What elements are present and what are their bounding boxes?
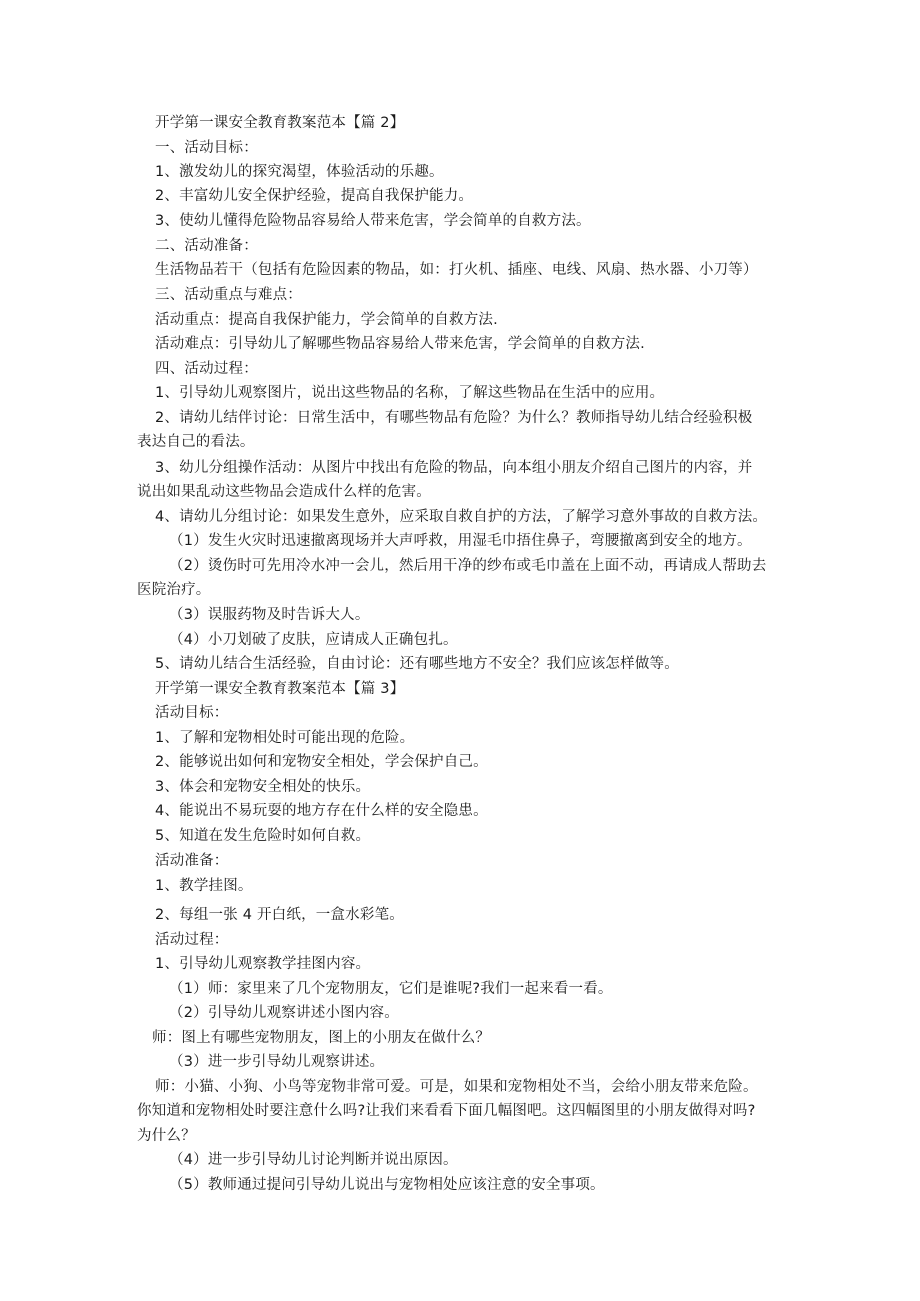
section-title-3: 开学第一课安全教育教案范本【篇 3】 <box>155 681 405 697</box>
teacher-remark-cont: 你知道和宠物相处时要注意什么吗?让我们来看看下面几幅图吧。这四幅图里的小朋友做得对吗? <box>137 1103 756 1119</box>
process3-item-1: 1、引导幼儿观察教学挂图内容。 <box>155 956 371 972</box>
process3-sub-4: （4）进一步引导幼儿讨论判断并说出原因。 <box>169 1152 458 1168</box>
heading-preparation-3: 活动准备： <box>155 853 229 869</box>
process-item-1: 1、引导幼儿观察图片，说出这些物品的名称，了解这些物品在生活中的应用。 <box>155 385 665 401</box>
goal3-item-2: 2、能够说出如何和宠物安全相处，学会保护自己。 <box>155 754 488 770</box>
process-item-2-cont: 表达自己的看法。 <box>137 434 255 450</box>
preparation-text: 生活物品若干（包括有危险因素的物品，如：打火机、插座、电线、风扇、热水器、小刀等） <box>155 262 758 278</box>
heading-process-3: 活动过程： <box>155 932 229 948</box>
process-item-3: 3、幼儿分组操作活动：从图片中找出有危险的物品，向本组小朋友介绍自己图片的内容，并 <box>155 460 753 476</box>
goal3-item-3: 3、体会和宠物安全相处的快乐。 <box>155 779 371 795</box>
heading-key-points: 三、活动重点与难点： <box>155 287 302 303</box>
goal-item-1: 1、激发幼儿的探究渴望，体验活动的乐趣。 <box>155 164 444 180</box>
process3-sub-2: （2）引导幼儿观察讲述小图内容。 <box>169 1005 399 1021</box>
goal3-item-4: 4、能说出不易玩耍的地方存在什么样的安全隐患。 <box>155 803 488 819</box>
process3-sub-3: （3）进一步引导幼儿观察讲述。 <box>169 1054 385 1070</box>
section-title-2: 开学第一课安全教育教案范本【篇 2】 <box>155 115 405 131</box>
sub-item-4: （4）小刀划破了皮肤，应请成人正确包扎。 <box>169 632 458 648</box>
teacher-remark: 师：小猫、小狗、小鸟等宠物非常可爱。可是，如果和宠物相处不当，会给小朋友带来危险。 <box>155 1079 758 1095</box>
key-point-text: 活动重点：提高自我保护能力，学会简单的自救方法. <box>155 312 498 328</box>
goal-item-3: 3、使幼儿懂得危险物品容易给人带来危害，学会简单的自救方法。 <box>155 213 591 229</box>
process-item-4: 4、请幼儿分组讨论：如果发生意外，应采取自救自护的方法，了解学习意外事故的自救方法。 <box>155 509 768 525</box>
teacher-question: 师：图上有哪些宠物朋友，图上的小朋友在做什么？ <box>152 1030 491 1046</box>
heading-goals: 一、活动目标： <box>155 140 258 156</box>
heading-process: 四、活动过程： <box>155 361 258 377</box>
goal3-item-1: 1、了解和宠物相处时可能出现的危险。 <box>155 730 415 746</box>
difficulty-text: 活动难点：引导幼儿了解哪些物品容易给人带来危害，学会简单的自救方法. <box>155 336 645 352</box>
process3-sub-1: （1）师：家里来了几个宠物朋友，它们是谁呢?我们一起来看一看。 <box>169 981 613 997</box>
sub-item-1: （1）发生火灾时迅速撤离现场并大声呼救，用湿毛巾捂住鼻子，弯腰撤离到安全的地方。 <box>169 533 752 549</box>
goal3-item-5: 5、知道在发生危险时如何自救。 <box>155 828 371 844</box>
process-item-5: 5、请幼儿结合生活经验，自由讨论：还有哪些地方不安全？我们应该怎样做等。 <box>155 656 679 672</box>
prep3-item-2: 2、每组一张 4 开白纸，一盒水彩笔。 <box>155 907 404 923</box>
prep3-item-1: 1、教学挂图。 <box>155 878 253 894</box>
teacher-remark-end: 为什么？ <box>137 1128 196 1144</box>
goal-item-2: 2、丰富幼儿安全保护经验，提高自我保护能力。 <box>155 188 474 204</box>
sub-item-3: （3）误服药物及时告诉大人。 <box>169 607 370 623</box>
sub-item-2: （2）烫伤时可先用冷水冲一会儿，然后用干净的纱布或毛巾盖在上面不动，再请成人帮助去 <box>169 558 767 574</box>
process-item-3-cont: 说出如果乱动这些物品会造成什么样的危害。 <box>137 484 431 500</box>
process-item-2: 2、请幼儿结伴讨论：日常生活中，有哪些物品有危险？为什么？教师指导幼儿结合经验积极 <box>155 410 753 426</box>
heading-preparation: 二、活动准备： <box>155 238 258 254</box>
sub-item-2-cont: 医院治疗。 <box>137 582 211 598</box>
heading-goals-3: 活动目标： <box>155 705 229 721</box>
process3-sub-5: （5）教师通过提问引导幼儿说出与宠物相处应该注意的安全事项。 <box>169 1177 605 1193</box>
